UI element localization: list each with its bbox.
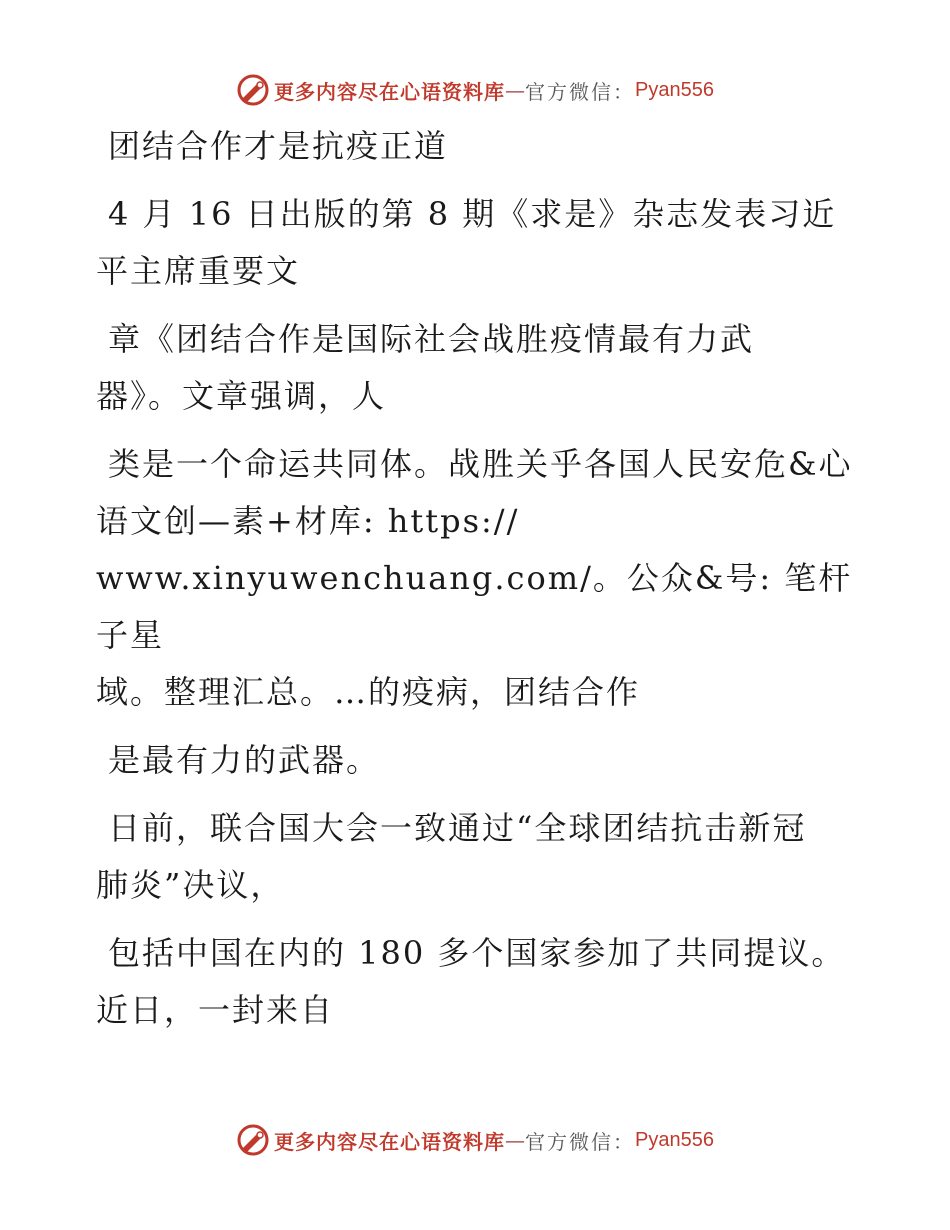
paragraph-1 xyxy=(96,186,856,300)
banner-sub-text: 官方微信： xyxy=(525,1129,636,1154)
paragraph-line: 章《团结合作是国际社会战胜疫情最有力武 xyxy=(108,320,755,358)
banner-wechat-id: Pyan556 xyxy=(635,78,714,101)
paragraph-line: 域。整理汇总。…的疫病，团结合作 xyxy=(96,673,641,711)
banner-main-text: 更多内容尽在心语资料库 xyxy=(274,1129,506,1154)
document-body xyxy=(96,118,856,1050)
document-title: 团结合作才是抗疫正道 xyxy=(108,127,449,165)
banner-wechat-id: Pyan556 xyxy=(635,1128,714,1151)
paragraph-5 xyxy=(96,800,856,914)
paragraph-line: 4 月 16 日出版的第 8 期《求是》杂志发表习近 xyxy=(108,195,837,233)
paragraph-line: 平主席重要文 xyxy=(96,252,301,290)
paragraph-line: 近日，一封来自 xyxy=(96,991,335,1029)
paragraph-6 xyxy=(96,925,856,1039)
banner-separator: — xyxy=(505,78,526,102)
pen-nib-logo-icon xyxy=(236,73,270,107)
paragraph-line: 包括中国在内的 180 多个国家参加了共同提议。 xyxy=(108,934,846,972)
paragraph-line: 肺炎”决议， xyxy=(96,866,285,904)
paragraph-line: 是最有力的武器。 xyxy=(108,741,381,779)
paragraph-line: 语文创—素+材库: https:// xyxy=(96,502,520,540)
paragraph-line: 器》。文章强调，人 xyxy=(96,377,387,415)
paragraph-3 xyxy=(96,436,856,721)
paragraph-line: 日前，联合国大会一致通过“全球团结抗击新冠 xyxy=(108,809,807,847)
paragraph-line: 类是一个命运共同体。战胜关乎各国人民安危&心 xyxy=(108,445,853,483)
banner-separator: — xyxy=(505,1128,526,1152)
paragraph-4 xyxy=(96,732,856,789)
paragraph-line: www.xinyuwenchuang.com/。公众&号: 笔杆子星 xyxy=(96,559,853,654)
pen-nib-logo-icon xyxy=(236,1123,270,1157)
banner-sub-text: 官方微信： xyxy=(525,79,636,104)
header-banner xyxy=(0,70,950,110)
footer-banner xyxy=(0,1120,950,1160)
paragraph-2 xyxy=(96,311,856,425)
banner-main-text: 更多内容尽在心语资料库 xyxy=(274,79,506,104)
